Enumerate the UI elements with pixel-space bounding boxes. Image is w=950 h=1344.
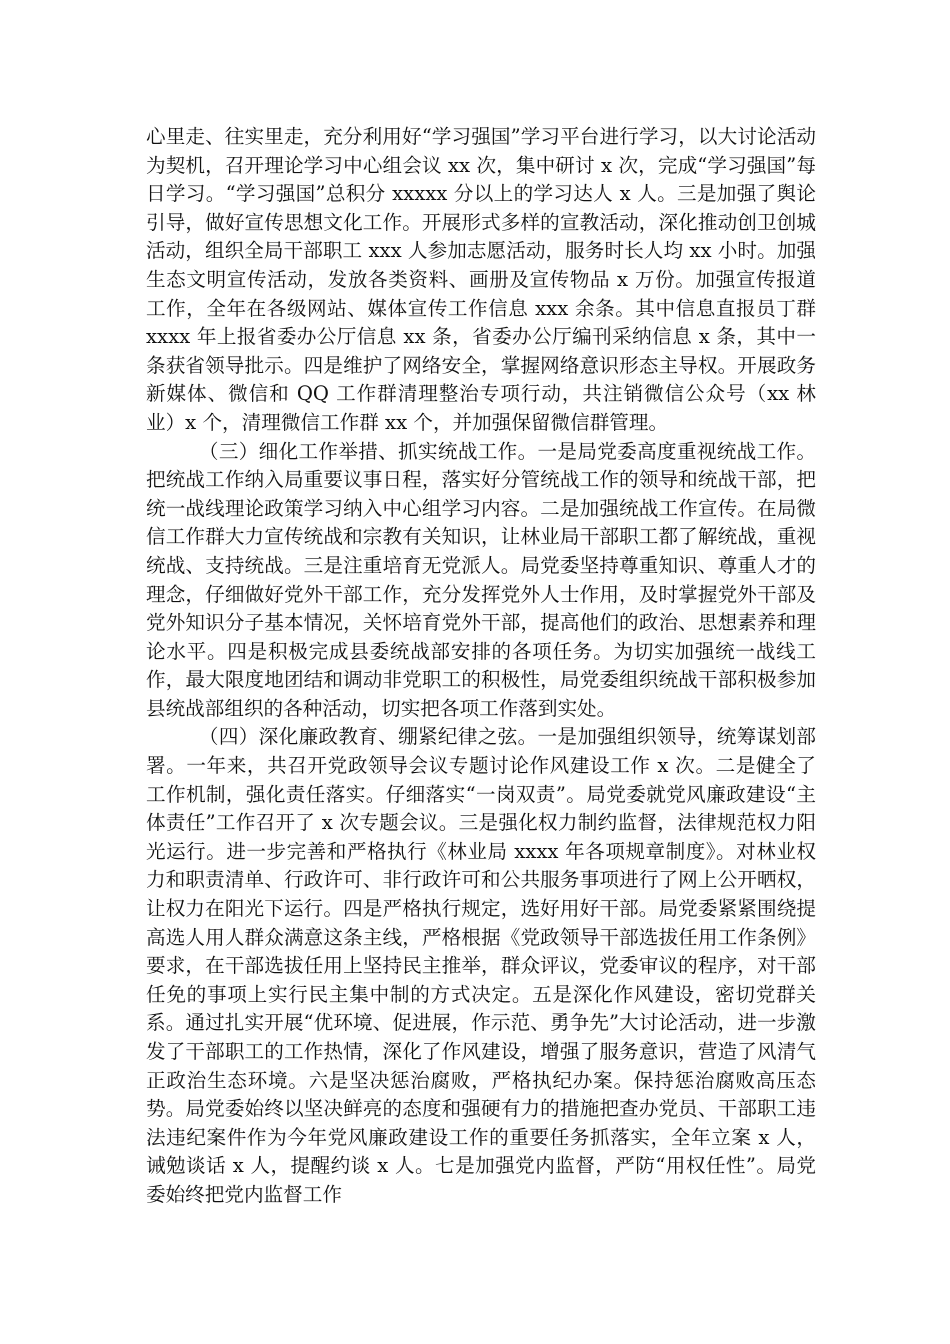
document-body (146, 123, 816, 1210)
paragraph-propaganda-work: 心里走、往实里走，充分利用好“学习强国”学习平台进行学习，以大讨论活动为契机，召开理论学习中心组会议 xx 次，集中研讨 x 次，完成“学习强国”每日学习。“学习强国”总积分 xxxxx 分以上的学习达人 x 人。三是加强了舆论引导，做好宣传思想文化工作。开展形式多样的宣教活动，深化推动创卫创城活动，组织全局干部职工 xxx 人参加志愿活动，服务时长人均 xx 小时。加强生态文明宣传活动，发放各类资料、画册及宣传物品 x 万份。加强宣传报道工作，全年在各级网站、媒体宣传工作信息 xxx 余条。其中信息直报员丁群 xxxx 年上报省委办公厅信息 xx 条，省委办公厅编刊采纳信息 x 条，其中一条获省领导批示。四是维护了网络安全，掌握网络意识形态主导权。开展政务新媒体、微信和 QQ 工作群清理整治专项行动，共注销微信公众号（xx 林业）x 个，清理微信工作群 xx 个，并加强保留微信群管理。 (146, 125, 816, 434)
paragraph-integrity-education: （四）深化廉政教育、绷紧纪律之弦。一是加强组织领导，统筹谋划部署。一年来，共召开党政领导会议专题讨论作风建设工作 x 次。二是健全了工作机制，强化责任落实。仔细落实“一岗双责”。局党委就党风廉政建设“主体责任”工作召开了 x 次专题会议。三是强化权力制约监督，法律规范权力阳光运行。进一步完善和严格执行《林业局 xxxx 年各项规章制度》。对林业权力和职责清单、行政许可、非行政许可和公共服务事项进行了网上公开晒权，让权力在阳光下运行。四是严格执行规定，选好用好干部。局党委紧紧围绕提高选人用人群众满意这条主线，严格根据《党政领导干部选拔任用工作条例》要求，在干部选拔任用上坚持民主推举，群众评议，党委审议的程序，对干部任免的事项上实行民主集中制的方式决定。五是深化作风建设，密切党群关系。通过扎实开展“优环境、促进展，作示范、勇争先”大讨论活动，进一步激发了干部职工的工作热情，深化了作风建设，增强了服务意识，营造了风清气正政治生态环境。六是坚决惩治腐败，严格执纪办案。保持惩治腐败高压态势。局党委始终以坚决鲜亮的态度和强硬有力的措施把查办党员、干部职工违法违纪案件作为今年党风廉政建设工作的重要任务抓落实，全年立案 x 人，诫勉谈话 x 人，提醒约谈 x 人。七是加强党内监督，严防“用权任性”。局党委始终把党内监督工作 (146, 725, 816, 1206)
paragraph-united-front-work: （三）细化工作举措、抓实统战工作。一是局党委高度重视统战工作。把统战工作纳入局重要议事日程，落实好分管统战工作的领导和统战干部，把统一战线理论政策学习纳入中心组学习内容。二是加强统战工作宣传。在局微信工作群大力宣传统战和宗教有关知识，让林业局干部职工都了解统战，重视统战、支持统战。三是注重培育无党派人。局党委坚持尊重知识、尊重人才的理念，仔细做好党外干部工作，充分发挥党外人士作用，及时掌握党外干部及党外知识分子基本情况，关怀培育党外干部，提高他们的政治、思想素养和理论水平。四是积极完成县委统战部安排的各项任务。为切实加强统一战线工作，最大限度地团结和调动非党职工的积极性，局党委组织统战干部积极参加县统战部组织的各种活动，切实把各项工作落到实处。 (146, 439, 816, 720)
